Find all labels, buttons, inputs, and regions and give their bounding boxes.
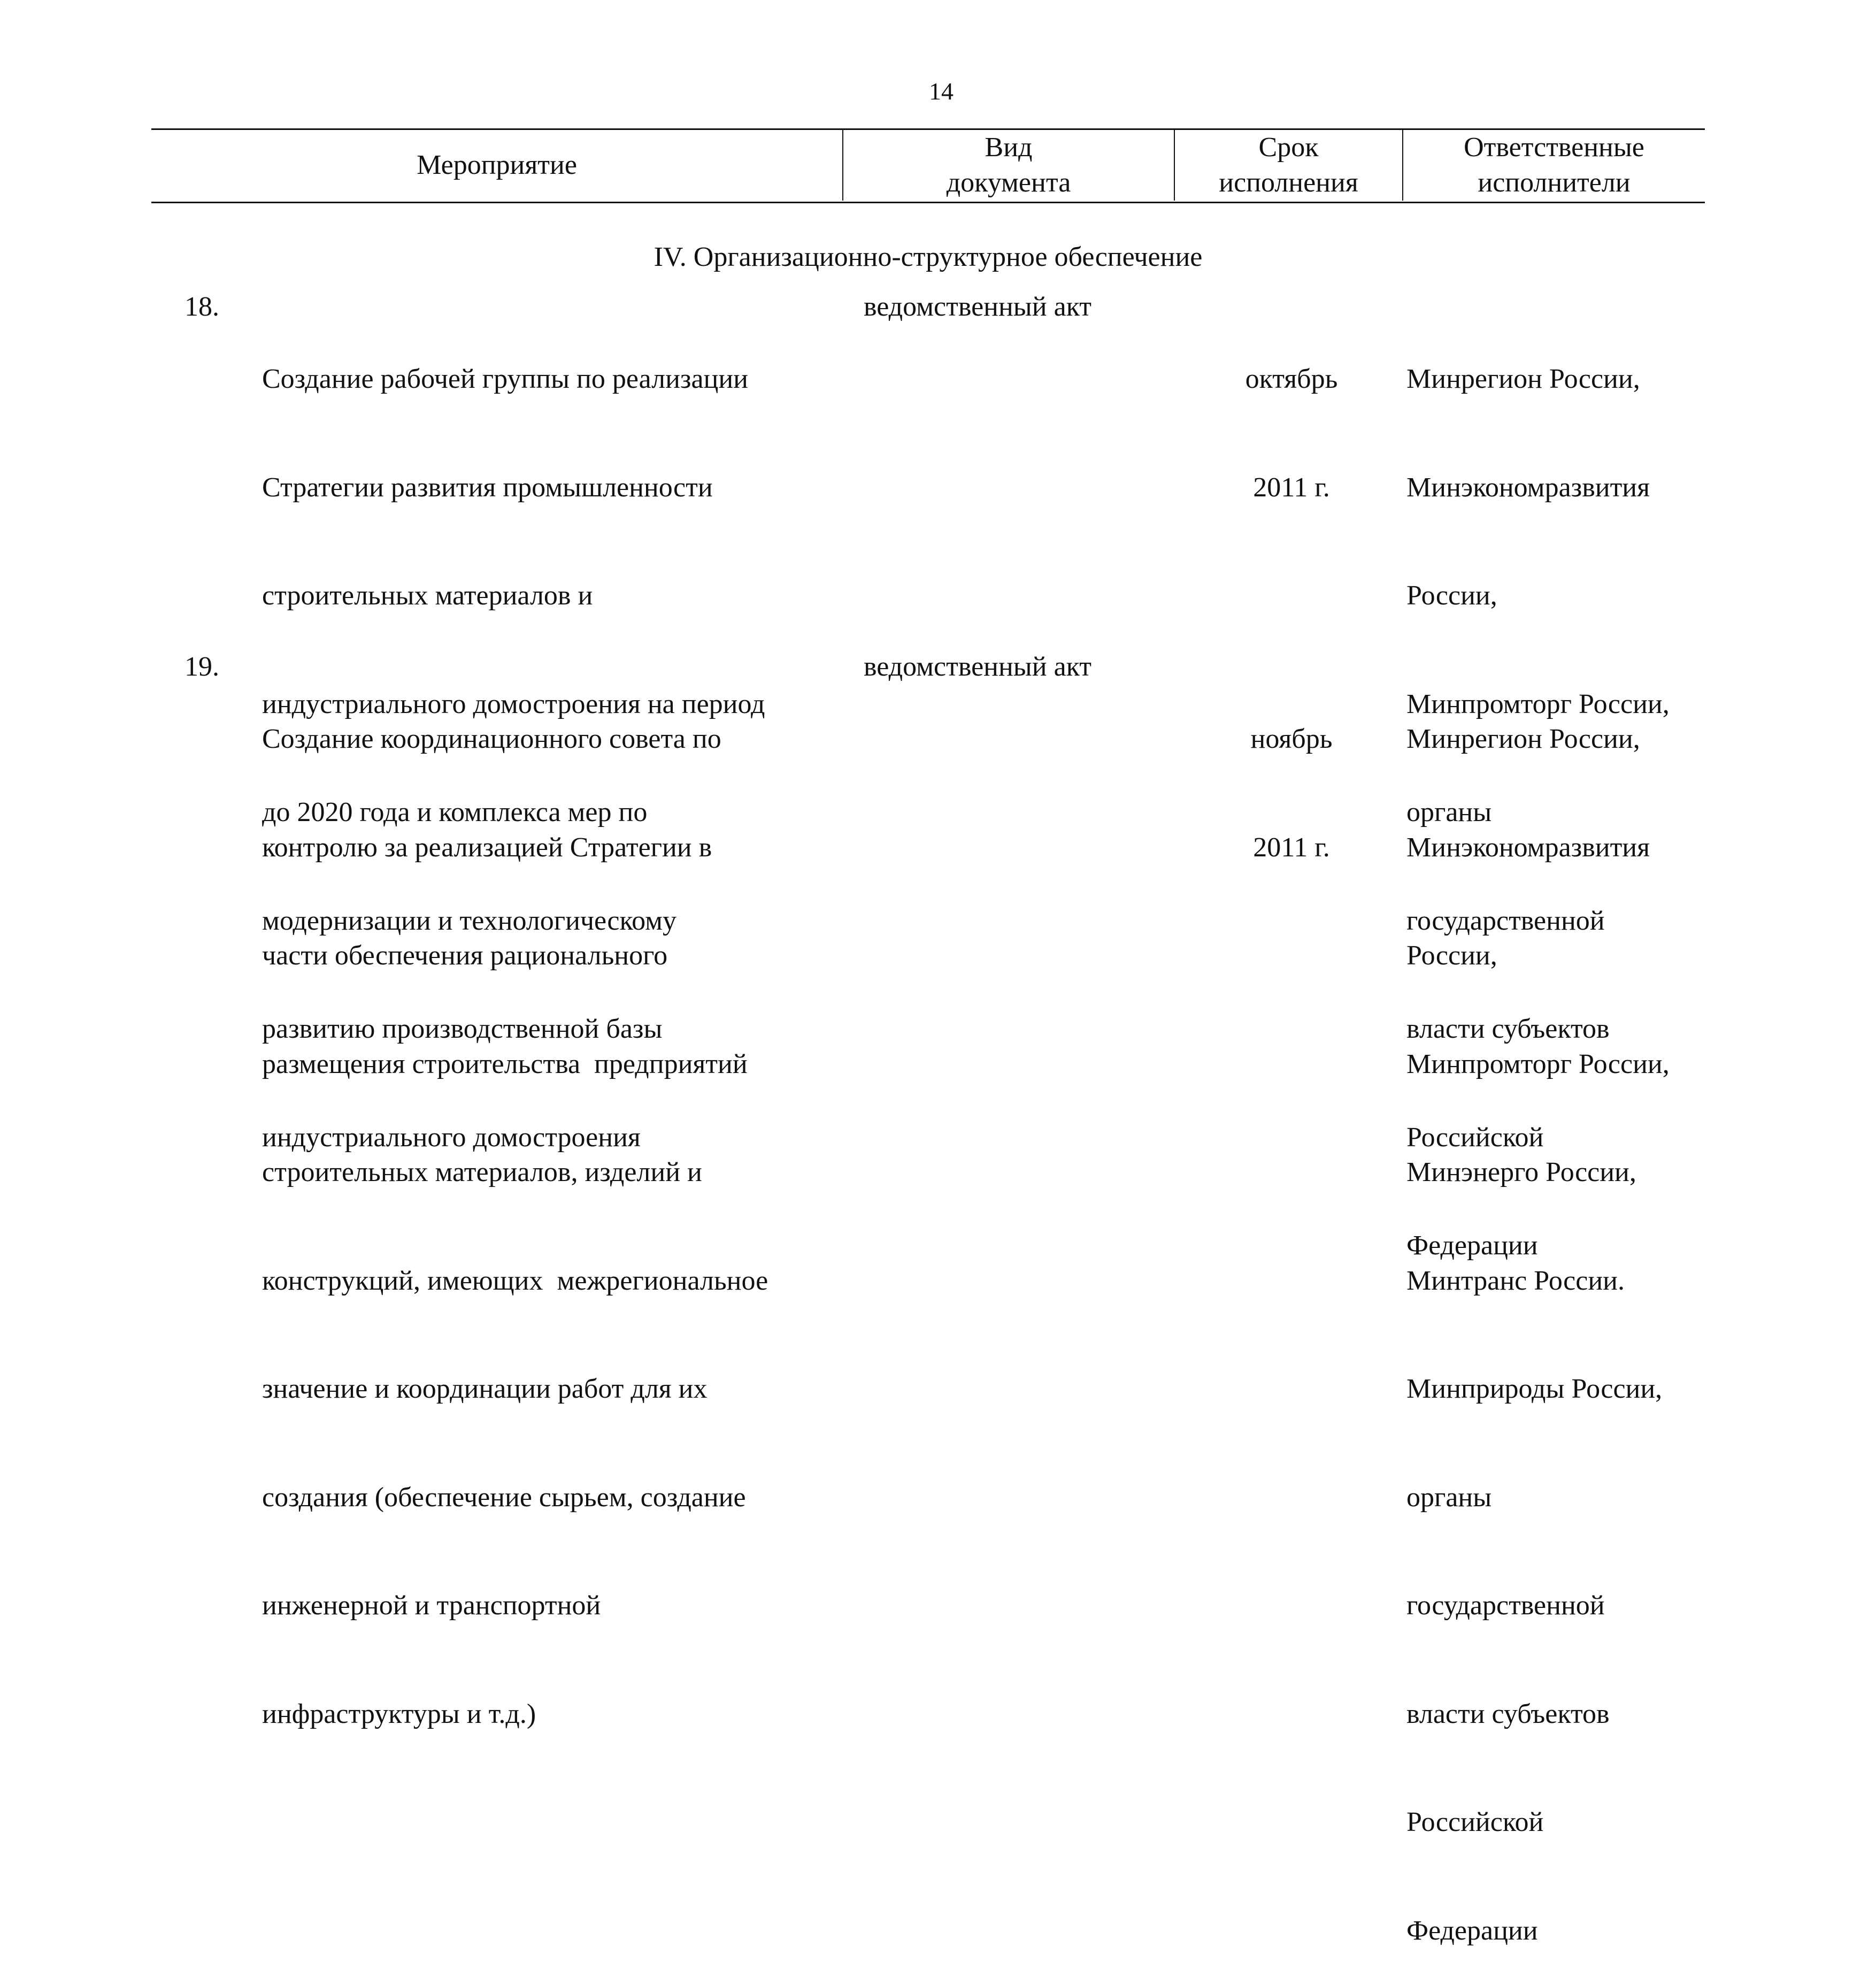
measure-line: строительных материалов, изделий и <box>262 1157 702 1187</box>
responsible-line: власти субъектов <box>1406 1014 1610 1044</box>
header-deadline <box>1175 130 1402 201</box>
responsible-line: Минпромторг России, <box>1406 1048 1670 1079</box>
row-responsible <box>1406 649 1670 1985</box>
measure-line: инфраструктуры и т.д.) <box>262 1698 536 1729</box>
responsible-line: Минэнерго России, <box>1406 1157 1636 1187</box>
responsible-line: Федерации <box>1406 1915 1538 1946</box>
header-doc-type-line: документа <box>946 167 1071 198</box>
measure-line: создания (обеспечение сырьем, создание <box>262 1482 746 1513</box>
header-measure <box>151 130 842 201</box>
measure-line: индустриального домостроения <box>262 1122 641 1153</box>
measure-line: модернизации и технологическому <box>262 905 677 936</box>
row-doc-type: ведомственный акт <box>864 292 1091 322</box>
responsible-line: России, <box>1406 940 1497 971</box>
responsible-line: Федерации <box>1406 1230 1538 1261</box>
responsible-line: Минрегион России, <box>1406 724 1640 754</box>
measure-line: строительных материалов и <box>262 580 593 611</box>
responsible-line: органы <box>1406 1482 1492 1513</box>
responsible-line: власти субъектов <box>1406 1698 1610 1729</box>
deadline-line: 2011 г. <box>1253 832 1330 863</box>
header-deadline-line: исполнения <box>1219 167 1358 198</box>
measure-line: Создание координационного совета по <box>262 724 721 754</box>
header-doc-type-line: Вид <box>985 132 1033 163</box>
responsible-line: Российской <box>1406 1122 1544 1153</box>
header-responsible <box>1403 130 1705 201</box>
responsible-line: Минэкономразвития <box>1406 472 1650 503</box>
responsible-line: Минэкономразвития <box>1406 832 1650 863</box>
measure-line: до 2020 года и комплекса мер по <box>262 797 648 827</box>
row-deadline <box>1219 289 1364 542</box>
header-responsible-line: исполнители <box>1478 167 1631 198</box>
responsible-line: Минрегион России, <box>1406 364 1640 394</box>
header-responsible-line: Ответственные <box>1464 132 1644 163</box>
deadline-line: ноябрь <box>1250 724 1333 754</box>
header-deadline-line: Срок <box>1258 132 1319 163</box>
header-doc-type <box>843 130 1174 201</box>
responsible-line: Минпромторг России, <box>1406 688 1670 719</box>
measure-line: развитию производственной базы <box>262 1014 663 1044</box>
responsible-line: Минприроды России, <box>1406 1374 1663 1404</box>
deadline-line: 2011 г. <box>1253 472 1330 503</box>
measure-line: части обеспечения рационального <box>262 940 668 971</box>
responsible-line: органы <box>1406 797 1492 827</box>
responsible-line: Минтранс России. <box>1406 1265 1625 1296</box>
responsible-line: России, <box>1406 580 1497 611</box>
measure-line: значение и координации работ для их <box>262 1374 708 1404</box>
responsible-line: Российской <box>1406 1807 1544 1837</box>
deadline-line: октябрь <box>1245 364 1338 394</box>
measure-line: Создание рабочей группы по реализации <box>262 364 749 394</box>
row-deadline <box>1219 649 1364 902</box>
measure-line: инженерной и транспортной <box>262 1590 601 1621</box>
page-number: 14 <box>929 78 954 105</box>
row-number: 18. <box>184 292 219 322</box>
responsible-line: государственной <box>1406 1590 1605 1621</box>
measure-line: размещения строительства предприятий <box>262 1048 748 1079</box>
row-measure <box>262 649 768 1768</box>
measure-line: конструкций, имеющих межрегиональное <box>262 1265 768 1296</box>
measure-line: индустриального домостроения на период <box>262 688 765 719</box>
section-title: IV. Организационно-структурное обеспечение <box>653 242 1203 272</box>
measure-line: Стратегии развития промышленности <box>262 472 713 503</box>
row-number: 19. <box>184 652 219 682</box>
measure-line: контролю за реализацией Стратегии в <box>262 832 712 863</box>
header-measure-label: Мероприятие <box>417 150 577 180</box>
row-doc-type: ведомственный акт <box>864 652 1091 682</box>
responsible-line: государственной <box>1406 905 1605 936</box>
table-header-bottom-rule <box>151 202 1705 203</box>
